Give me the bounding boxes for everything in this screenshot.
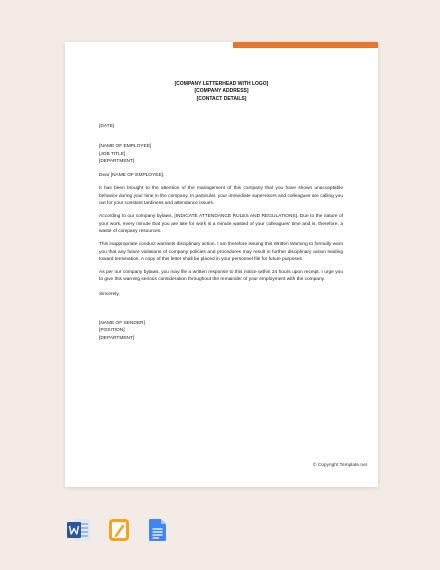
- salutation: Dear [NAME OF EMPLOYEE],: [99, 173, 165, 179]
- document-page: [65, 42, 378, 487]
- sender-position: [POSITION]: [99, 328, 125, 334]
- recipient-title: [JOB TITLE]: [99, 151, 126, 157]
- letterhead-logo-line: [COMPANY LETTERHEAD WITH LOGO]: [174, 81, 269, 87]
- paragraph-1: It has been brought to the attention of the management of this company that you have shown unacceptable behavior during your time in the company. In particular, your immediate supervisors and colleagues are calling you out for your constant tardiness and attendance issues.: [99, 186, 343, 207]
- letter-date: [DATE]: [99, 124, 115, 129]
- letterhead-address-line: [COMPANY ADDRESS]: [194, 88, 249, 95]
- word-icon[interactable]: [66, 518, 92, 542]
- recipient-department: [DEPARTMENT]: [99, 158, 135, 164]
- closing: Sincerely,: [99, 291, 120, 297]
- sender-department: [DEPARTMENT]: [99, 335, 135, 341]
- sender-name: [NAME OF SENDER]: [99, 321, 145, 327]
- paragraph-4: As per our company bylaws, you may file a written response to this notice within 24 hours upon receipt. I urge you to give this warning serious consideration throughout the remainder of your employment with the company.: [99, 270, 343, 283]
- pages-icon[interactable]: [106, 518, 132, 542]
- google-docs-icon[interactable]: [144, 518, 170, 542]
- letterhead-contact-line: [CONTACT DETAILS]: [196, 95, 247, 102]
- paragraph-2: According to our company bylaws, [INDICATE ATTENDANCE RULES AND REGULATIONS]. Due to the nature of your work, every minute that you are late for work is a minute wasted of your colleagues' time and is, therefore, a waste of company resources.: [99, 214, 343, 234]
- recipient-block: [99, 143, 343, 165]
- paragraph-3: This inappropriate conduct warrants disciplinary action. I am therefore issuing this Written Warning to formally warn you that any future violations of company policies and procedures may result in further disciplinary action leading toward termination. A copy of this letter shall be placed in your personnel file for future purposes.: [99, 242, 343, 262]
- sender-block: [99, 320, 343, 342]
- copyright-notice: © Copyright Template.net: [312, 463, 367, 468]
- recipient-name: [NAME OF EMPLOYEE]: [99, 144, 152, 150]
- letter-body: [99, 123, 343, 342]
- accent-bar: [233, 42, 378, 48]
- letterhead: [65, 81, 378, 103]
